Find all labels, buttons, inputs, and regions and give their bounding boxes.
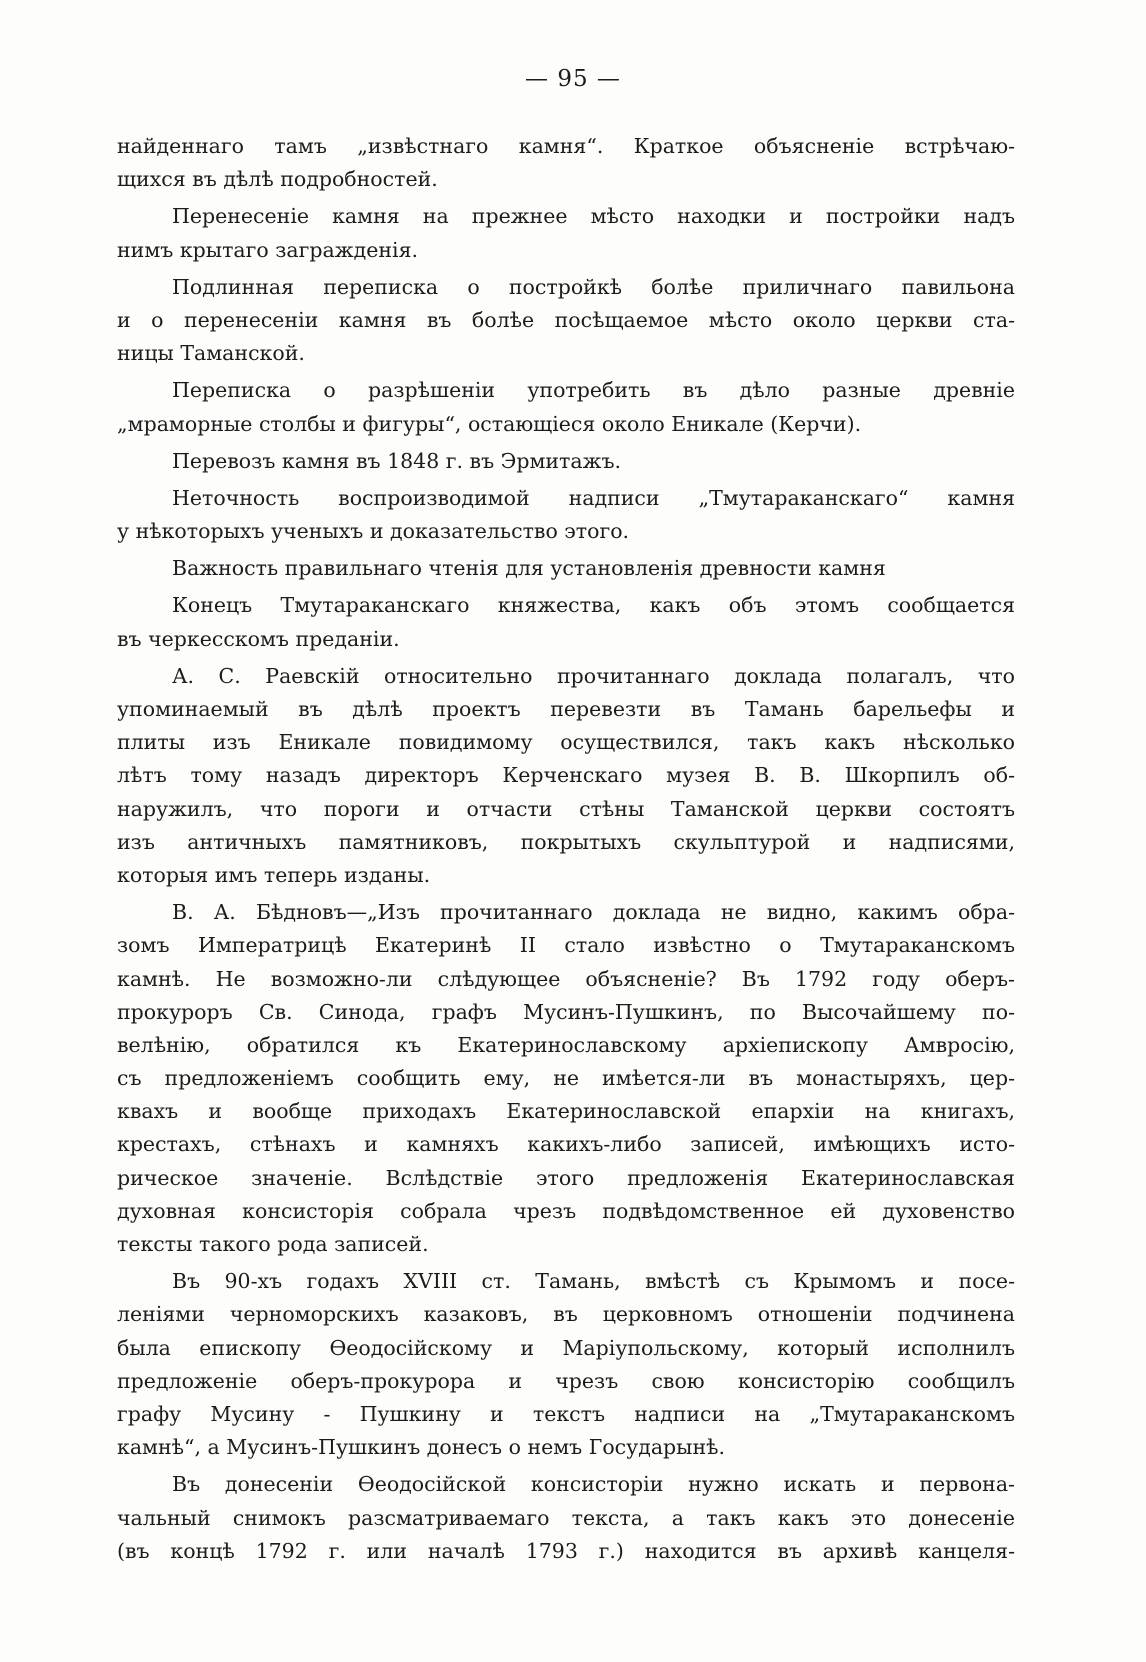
text-line: Перенесеніе камня на прежнее мѣсто находки и постройки надъ bbox=[172, 204, 1015, 229]
text-line: съ предложеніемъ сообщить ему, не имѣется-ли въ монастыряхъ, цер- bbox=[117, 1066, 1015, 1091]
paragraph bbox=[117, 896, 1015, 1261]
paragraph bbox=[117, 660, 1015, 892]
text-line: наружилъ, что пороги и отчасти стѣны Таманской церкви состоятъ bbox=[117, 796, 1015, 821]
page-number: — 95 — bbox=[525, 66, 621, 92]
body-text bbox=[117, 130, 1015, 1568]
text-line: тексты такого рода записей. bbox=[117, 1232, 429, 1256]
paragraph bbox=[117, 552, 1015, 585]
paragraph bbox=[117, 445, 1015, 478]
text-line: Переписка о разрѣшеніи употребить въ дѣло разные древніе bbox=[172, 378, 1015, 403]
paragraph bbox=[117, 1468, 1015, 1568]
text-line: Перевозъ камня въ 1848 г. въ Эрмитажъ. bbox=[172, 448, 622, 473]
paragraph bbox=[117, 589, 1015, 655]
text-line: „мраморные столбы и фигуры“, остающіеся около Еникале (Керчи). bbox=[117, 411, 862, 436]
text-line: плиты изъ Еникале повидимому осуществился, такъ какъ нѣсколько bbox=[117, 730, 1015, 755]
text-line: Подлинная переписка о постройкѣ болѣе приличнаго павильона bbox=[172, 274, 1015, 299]
text-line: у нѣкоторыхъ ученыхъ и доказательство этого. bbox=[117, 519, 630, 544]
paragraph bbox=[117, 482, 1015, 548]
text-line: лѣтъ тому назадъ директоръ Керченскаго музея В. В. Шкорпилъ об- bbox=[117, 763, 1015, 788]
text-line: Важность правильнаго чтенія для установленія древности камня bbox=[172, 556, 886, 581]
text-line: Конецъ Тмутараканскаго княжества, какъ объ этомъ сообщается bbox=[172, 593, 1015, 618]
text-line: Неточность воспроизводимой надписи „Тмутараканскаго“ камня bbox=[172, 485, 1015, 510]
text-line: чальный снимокъ разсматриваемаго текста, а такъ какъ это донесеніе bbox=[117, 1505, 1015, 1530]
text-line: прокуроръ Св. Синода, графъ Мусинъ-Пушкинъ, по Высочайшему по- bbox=[117, 999, 1015, 1024]
text-line: леніями черноморскихъ казаковъ, въ церковномъ отношеніи подчинена bbox=[117, 1302, 1015, 1327]
text-line: рическое значеніе. Вслѣдствіе этого предложенія Екатеринославская bbox=[117, 1165, 1015, 1190]
text-line: Въ 90-хъ годахъ XVIII ст. Тамань, вмѣстѣ съ Крымомъ и посе- bbox=[172, 1269, 1015, 1294]
paragraph bbox=[117, 130, 1015, 196]
text-line: изъ античныхъ памятниковъ, покрытыхъ скульптурой и надписями, bbox=[117, 829, 1015, 854]
text-line: въ черкесскомъ преданіи. bbox=[117, 626, 400, 651]
text-line: зомъ Императрицѣ Екатеринѣ II стало извѣстно о Тмутараканскомъ bbox=[117, 933, 1015, 958]
text-line: квахъ и вообще приходахъ Екатеринославской епархіи на книгахъ, bbox=[117, 1099, 1015, 1124]
text-line: ницы Таманской. bbox=[117, 341, 305, 366]
text-line: (въ концѣ 1792 г. или началѣ 1793 г.) находится въ архивѣ канцеля- bbox=[117, 1538, 1015, 1563]
text-line: велѣнію, обратился къ Екатеринославскому архіепископу Амвросію, bbox=[117, 1032, 1015, 1057]
text-line: графу Мусину - Пушкину и текстъ надписи на „Тмутараканскомъ bbox=[117, 1401, 1015, 1426]
text-line: камнѣ“, а Мусинъ-Пушкинъ донесъ о немъ Государынѣ. bbox=[117, 1435, 726, 1460]
paragraph bbox=[117, 1265, 1015, 1464]
text-line: Въ донесеніи Ѳеодосійской консисторіи нужно искать и первона- bbox=[172, 1472, 1015, 1497]
text-line: камнѣ. Не возможно-ли слѣдующее объясненіе? Въ 1792 году оберъ- bbox=[117, 966, 1015, 991]
text-line: духовная консисторія собрала чрезъ подвѣдомственное ей духовенство bbox=[117, 1198, 1015, 1223]
text-line: крестахъ, стѣнахъ и камняхъ какихъ-либо записей, имѣющихъ исто- bbox=[117, 1132, 1015, 1157]
text-line: которыя имъ теперь изданы. bbox=[117, 862, 431, 887]
paragraph bbox=[117, 271, 1015, 371]
text-line: найденнаго тамъ „извѣстнаго камня“. Краткое объясненіе встрѣчаю- bbox=[117, 134, 1015, 158]
text-line: предложеніе оберъ-прокурора и чрезъ свою консисторію сообщилъ bbox=[117, 1368, 1015, 1393]
text-line: и о перенесеніи камня въ болѣе посѣщаемое мѣсто около церкви ста- bbox=[117, 307, 1015, 332]
text-line: нимъ крытаго загражденія. bbox=[117, 237, 419, 262]
text-line: упоминаемый въ дѣлѣ проектъ перевезти въ Тамань барельефы и bbox=[117, 697, 1015, 721]
text-line: щихся въ дѣлѣ подробностей. bbox=[117, 167, 438, 192]
text-line: В. А. Бѣдновъ—„Изъ прочитаннаго доклада не видно, какимъ обра- bbox=[172, 900, 1015, 925]
text-line: была епископу Ѳеодосійскому и Маріупольскому, который исполнилъ bbox=[117, 1335, 1015, 1360]
paragraph bbox=[117, 374, 1015, 440]
paragraph bbox=[117, 200, 1015, 266]
text-line: А. С. Раевскій относительно прочитаннаго доклада полагалъ, что bbox=[172, 663, 1015, 688]
